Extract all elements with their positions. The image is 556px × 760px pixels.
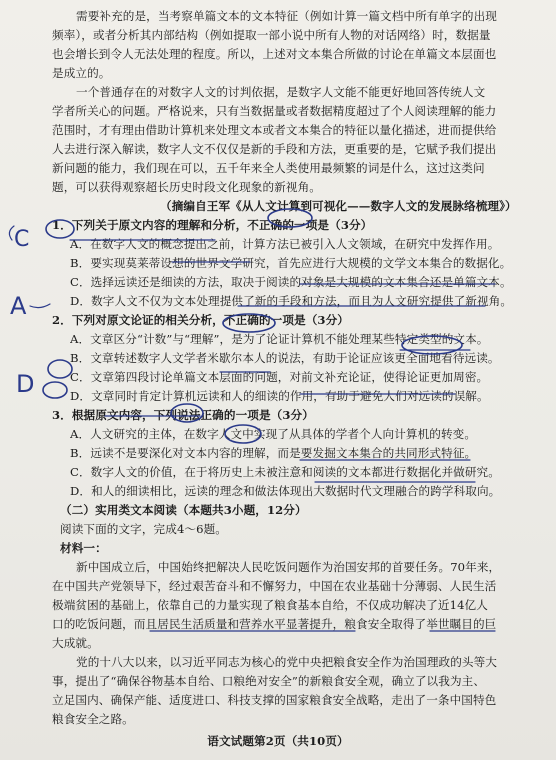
text-line: 人去进行深入解读，数字人文不仅仅是新的手段和方法，更重要的是，它赋予我们提出	[52, 142, 497, 156]
text-line: A．文章区分“计数”与“理解”，是为了论证计算机不能处理某些特定类型的文本。	[70, 332, 489, 346]
text-line: A．在数字人文的概念提出之前，计算方法已被引入人文领域，在研究中发挥作用。	[70, 237, 500, 251]
text-line: 频率），或者分析其内部结构（例如提取一部小说中所有人物的对话网络）时，数据量	[52, 28, 491, 42]
text-line: 1．下列关于原文内容的理解和分析，不正确的一项是（3分）	[52, 218, 373, 232]
text-line: C．数字人文的价值，在于将历史上未被注意和阅读的文本都进行数据化并做研究。	[70, 465, 500, 479]
text-line: 大成就。	[52, 636, 99, 650]
text-line: B．要实现莫莱蒂设想的世界文学研究，首先应进行大规模的文学文本集合的数据化。	[70, 256, 512, 270]
answer-mark-q2: A	[10, 292, 27, 320]
text-line: 党的十八大以来，以习近平同志为核心的党中央把粮食安全作为治国理政的头等大	[76, 655, 497, 669]
text-line: D．数字人文不仅为文本处理提供了新的手段和方法，而且为人文研究提供了新视角。	[70, 294, 513, 308]
circle-q2-option-d	[43, 382, 67, 398]
text-line: B．远读不是要深化对文本内容的理解，而是要发掘文本集合的共同形式特征。	[70, 446, 477, 460]
answer-mark-q1: C	[14, 227, 30, 252]
text-line: 粮食安全之路。	[52, 712, 134, 726]
page-footer: 语文试题第2页（共10页）	[207, 734, 349, 748]
text-line: D．和人的细读相比，远读的理念和做法体现出大数据时代文理融合的跨学科取向。	[70, 484, 501, 498]
text-line: 立足国内、确保产能、适度进口、科技支撑的国家粮食安全战略，走出了一条中国特色	[52, 693, 497, 707]
text-line: 题，可以获得观察超长历史时段文化现象的新视角。	[52, 180, 321, 194]
text-line: 新问题的能力，我们现在可以，五千年来全人类使用最频繁的词是什么，这过这类问	[52, 161, 485, 175]
text-line: （摘编自王军《从人文计算到可视化——数字人文的发展脉络梳理》）	[160, 199, 517, 213]
text-line: 极端贫困的基础上，依靠自己的力量实现了粮食基本自给，不仅成功解决了近14亿人	[52, 598, 488, 612]
text-line: 阅读下面的文字，完成4～6题。	[60, 522, 227, 536]
text-line: C．选择远读还是细读的方法，取决于阅读的对象是大规模的文本集合还是单篇文本。	[70, 275, 512, 289]
text-line: 是成立的。	[52, 66, 111, 80]
text-line: D．文章同时肯定计算机远读和人的细读的作用，有助于避免人们对远读的误解。	[70, 389, 489, 403]
circle-q2-option-c	[48, 360, 72, 378]
text-line: 需要补充的是，当考察单篇文本的文本特征（例如计算一篇文档中所有单字的出现	[76, 9, 497, 23]
text-line: 也会增长到令人无法处理的程度。所以，上述对文本集合所做的讨论在单篇文本层面也	[52, 47, 497, 61]
text-line: 范围时，才有理由借助计算机来处理文本或者文本集合的特征以量化描述，进而提供给	[52, 123, 497, 137]
text-line: 学者所关心的问题。严格说来，只有当数据量或者数据精度超过了个人阅读理解的能力	[52, 104, 497, 118]
text-line: 口的吃饭问题，而且居民生活质量和营养水平显著提升，粮食安全取得了举世瞩目的巨	[52, 617, 497, 631]
text-line: （二）实用类文本阅读（本题共3小题，12分）	[60, 503, 307, 517]
text-line: 新中国成立后，中国始终把解决人民吃饭问题作为治国安邦的首要任务。70年来，	[76, 560, 501, 574]
text-line: B．文章转述数字人文学者米歇尔本人的说法，有助于论证应该更全面地看待远读。	[70, 351, 500, 365]
text-line: 材料一：	[60, 541, 107, 555]
text-line: 在中国共产党领导下，经过艰苦奋斗和不懈努力，中国在农业基础十分薄弱、人民生活	[52, 579, 497, 593]
text-line: 2．下列对原文论证的相关分析，不正确的一项是（3分）	[52, 313, 349, 327]
text-line: C．文章第四段讨论单篇文本层面的问题，对前文补充论证，使得论证更加周密。	[70, 370, 489, 384]
text-line: 事，提出了“确保谷物基本自给、口粮绝对安全”的新粮食安全观，确立了以我为主、	[52, 674, 486, 688]
answer-mark-q3: D	[16, 370, 35, 398]
arrow-mark	[30, 304, 50, 308]
text-line: 3．根据原文内容，下列说法正确的一项是（3分）	[52, 408, 314, 422]
text-line: 一个普通存在的对数字人文的讨判依据，是数字人文能不能更好地回答传统人文	[76, 85, 486, 99]
text-line: A．人文研究的主体，在数字人文中实现了从具体的学者个人向计算机的转变。	[70, 427, 477, 441]
margin-scribble	[9, 226, 14, 240]
